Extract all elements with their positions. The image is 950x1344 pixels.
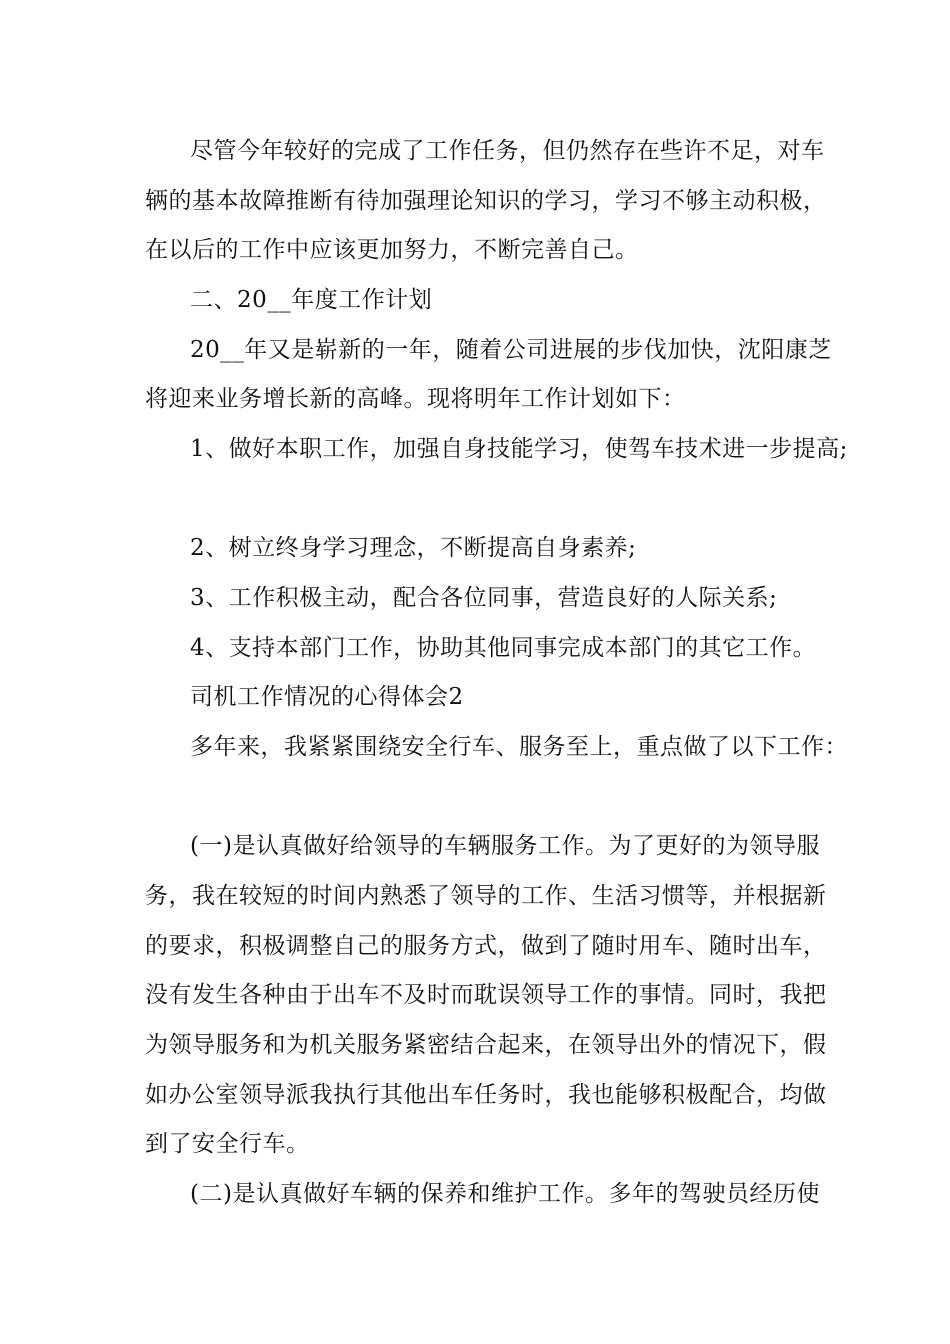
list-item: 2、树立终身学习理念，不断提高自身素养; [190,535,637,561]
paragraph-line: 多年来，我紧紧围绕安全行车、服务至上，重点做了以下工作： [190,734,848,760]
paragraph-line: 如办公室领导派我执行其他出车任务时，我也能够积极配合，均做 [145,1082,827,1108]
list-item: 1、做好本职工作，加强自身技能学习，使驾车技术进一步提高; [190,436,848,462]
paragraph-line: (一)是认真做好给领导的车辆服务工作。为了更好的为领导服 [190,833,820,859]
paragraph-line: 将迎来业务增长新的高峰。现将明年工作计划如下： [145,386,686,412]
paragraph-line: 的要求，积极调整自己的服务方式，做到了随时用车、随时出车， [145,933,827,959]
paragraph-line: 尽管今年较好的完成了工作任务，但仍然存在些许不足，对车 [190,138,825,164]
list-item: 4、支持本部门工作，协助其他同事完成本部门的其它工作。 [190,635,817,661]
section-heading: 司机工作情况的心得体会2 [190,684,464,710]
paragraph-line: 为领导服务和为机关服务紧密结合起来，在领导出外的情况下，假 [145,1032,827,1058]
paragraph-line: 没有发生各种由于出车不及时而耽误领导工作的事情。同时，我把 [145,982,827,1008]
section-heading: 二、20__年度工作计划 [190,287,433,313]
paragraph-line: 在以后的工作中应该更加努力，不断完善自己。 [145,237,639,263]
paragraph-line: 辆的基本故障推断有待加强理论知识的学习，学习不够主动积极， [145,188,827,214]
paragraph-line: (二)是认真做好车辆的保养和维护工作。多年的驾驶员经历使 [190,1181,820,1207]
paragraph-line: 务，我在较短的时间内熟悉了领导的工作、生活习惯等，并根据新 [145,883,827,909]
paragraph-line: 20__年又是崭新的一年，随着公司进展的步伐加快，沈阳康芝 [190,337,832,363]
paragraph-line: 到了安全行车。 [145,1131,310,1157]
list-item: 3、工作积极主动，配合各位同事，营造良好的人际关系; [190,585,778,611]
